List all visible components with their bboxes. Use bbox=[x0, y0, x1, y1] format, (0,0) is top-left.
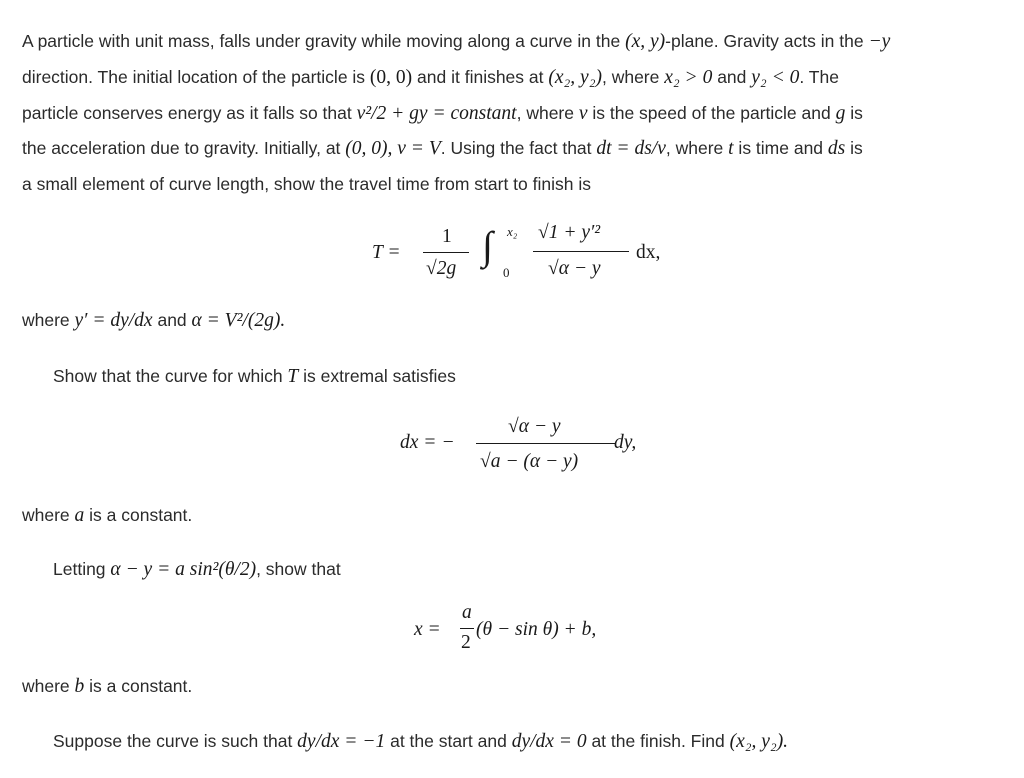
fraction-bar bbox=[533, 251, 629, 252]
math-t: t bbox=[728, 138, 734, 160]
math-xy: (x, y) bbox=[625, 31, 666, 52]
math-a: a bbox=[74, 505, 85, 526]
integral-sign: ∫ bbox=[482, 223, 493, 268]
intro-text: a small element of curve length, show the travel time from start to finish is bbox=[22, 174, 591, 195]
eq-T-dx: dx, bbox=[636, 242, 661, 263]
math-T: T bbox=[287, 366, 299, 387]
eq-x-two: 2 bbox=[461, 632, 471, 653]
math-dt: dt = ds/v bbox=[596, 138, 666, 160]
math-alpha: α = V²/(2g). bbox=[191, 310, 286, 331]
math-origin-v: (0, 0), v = V bbox=[345, 138, 441, 160]
math-g: g bbox=[835, 102, 846, 124]
eq-T-numerator: √1 + y′² bbox=[538, 222, 601, 243]
math-v: v bbox=[578, 102, 588, 124]
eq-dx-lhs: dx = − bbox=[400, 432, 455, 453]
math-final-point: (x₂, y₂). bbox=[729, 731, 789, 752]
intro-text: A particle with unit mass, falls under gravity while moving along a curve in the bbox=[22, 31, 626, 51]
math-condition-start: dy/dx = −1 bbox=[297, 731, 386, 752]
text: Show that the curve for which bbox=[53, 366, 288, 386]
math-x2-positive: x₂ > 0 bbox=[664, 66, 713, 88]
eq-T-denominator: √α − y bbox=[548, 258, 601, 279]
intro-text: . Using the fact that bbox=[440, 138, 597, 159]
text: where bbox=[22, 310, 75, 330]
eq-dx-denominator: √a − (α − y) bbox=[480, 451, 579, 472]
intro-text: particle conserves energy as it falls so that bbox=[22, 102, 357, 123]
math-b: b bbox=[74, 676, 85, 697]
intro-text: . The bbox=[799, 66, 839, 87]
extremal-line bbox=[53, 366, 456, 388]
eq-x-rhs: (θ − sin θ) + b, bbox=[476, 619, 597, 640]
intro-text: the acceleration due to gravity. Initially, at bbox=[22, 138, 346, 159]
intro-text: is time and bbox=[733, 138, 828, 159]
eq-T-upper-limit: x₂ bbox=[507, 224, 518, 239]
fraction-bar bbox=[476, 443, 616, 444]
math-neg-y: −y bbox=[868, 31, 891, 52]
final-question-line bbox=[53, 731, 788, 753]
math-origin: (0, 0) bbox=[369, 66, 413, 88]
text: is a constant. bbox=[84, 505, 193, 525]
intro-text: is bbox=[845, 102, 863, 123]
eq-T-lower-limit: 0 bbox=[503, 265, 510, 280]
where-b-line bbox=[22, 676, 192, 698]
where-a-line bbox=[22, 505, 192, 527]
intro-text: is the speed of the particle and bbox=[587, 102, 836, 123]
eq-x-lhs: x = bbox=[414, 619, 441, 640]
text: at the start and bbox=[385, 731, 512, 751]
math-y2-negative: y₂ < 0 bbox=[751, 66, 800, 88]
text: is a constant. bbox=[84, 676, 193, 696]
intro-text: and it finishes at bbox=[412, 66, 549, 87]
fraction-bar bbox=[423, 252, 469, 253]
eq-T-sqrt2g: √2g bbox=[426, 258, 457, 279]
text: , show that bbox=[256, 559, 341, 579]
text: at the finish. Find bbox=[586, 731, 730, 751]
text: and bbox=[152, 310, 192, 330]
intro-paragraph bbox=[22, 24, 1012, 202]
intro-text: is bbox=[845, 138, 863, 159]
intro-text: direction. The initial location of the particle is bbox=[22, 66, 370, 87]
intro-text: , where bbox=[516, 102, 579, 123]
math-substitution: α − y = a sin²(θ/2) bbox=[110, 559, 257, 580]
text: where bbox=[22, 505, 75, 525]
eq-T-one: 1 bbox=[442, 226, 452, 247]
intro-text: , where bbox=[601, 66, 665, 87]
text: Suppose the curve is such that bbox=[53, 731, 298, 751]
fraction-bar bbox=[460, 628, 474, 629]
math-energy: v²/2 + gy = constant bbox=[356, 102, 517, 124]
letting-line bbox=[53, 559, 341, 581]
eq-T-lhs: T = bbox=[372, 242, 401, 263]
math-end-point: (x₂, y₂) bbox=[548, 66, 602, 88]
text: is extremal satisfies bbox=[298, 366, 456, 386]
where-yprime-line bbox=[22, 310, 285, 332]
intro-text: -plane. Gravity acts in the bbox=[665, 31, 869, 51]
text: Letting bbox=[53, 559, 111, 579]
eq-dx-rhs: dy, bbox=[614, 432, 637, 453]
intro-text: and bbox=[712, 66, 752, 87]
text: where bbox=[22, 676, 75, 696]
eq-x-a: a bbox=[462, 602, 472, 623]
math-ds: ds bbox=[827, 138, 846, 160]
eq-dx-numerator: √α − y bbox=[508, 416, 561, 437]
math-condition-finish: dy/dx = 0 bbox=[511, 731, 587, 752]
math-yprime: y′ = dy/dx bbox=[74, 310, 153, 331]
intro-text: , where bbox=[665, 138, 729, 159]
